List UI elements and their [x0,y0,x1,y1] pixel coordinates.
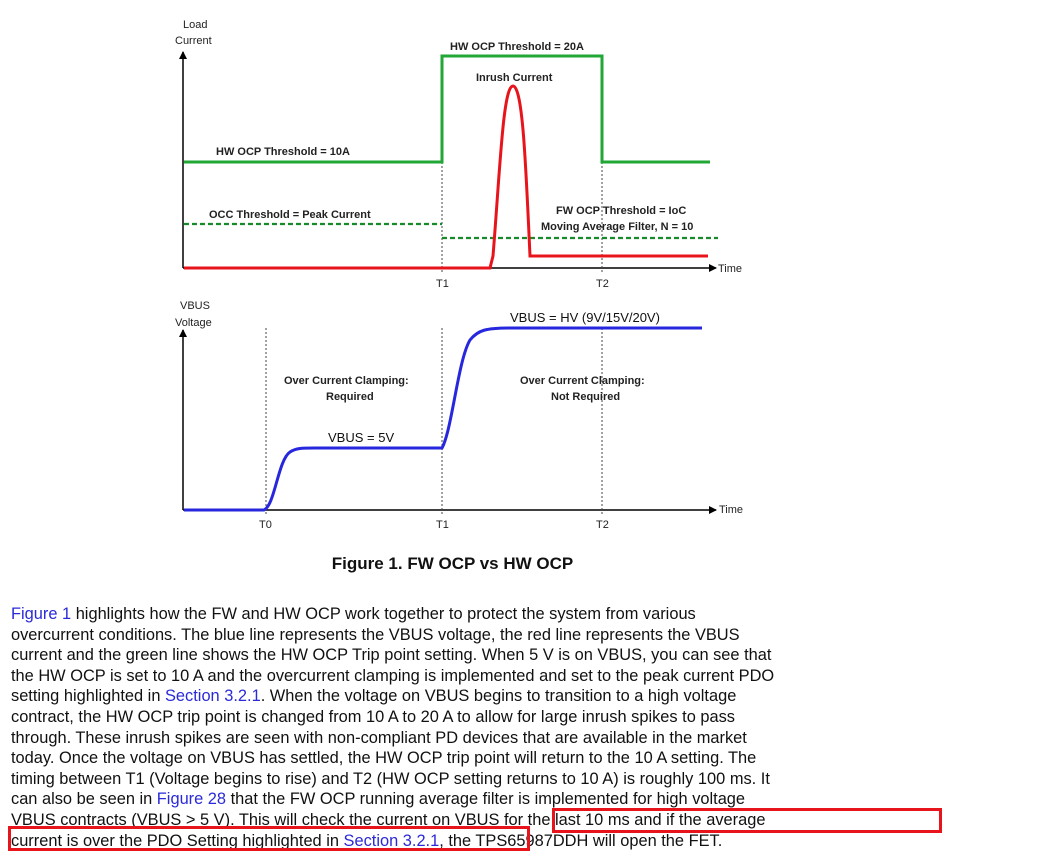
tick-t1: T1 [436,519,449,531]
figure-caption: Figure 1. FW OCP vs HW OCP [331,554,574,573]
y-axis-label-line2: Current [175,35,212,47]
label-vbus-5v: VBUS = 5V [328,430,395,445]
text: current is over the PDO Setting highlighted in [11,831,344,850]
paragraph-line: overcurrent conditions. The blue line represents the VBUS voltage, the red line represents the VBUS [11,625,740,644]
label-fw-2: Moving Average Filter, N = 10 [541,221,694,233]
paragraph-line: VBUS contracts (VBUS > 5 V). This will check the current on VBUS for the last 10 ms and if the average [11,810,766,829]
x-axis-label: Time [719,504,744,516]
paragraph-line [11,604,961,625]
y-axis-label-line2: Voltage [175,317,212,329]
paragraph-line: current and the green line shows the HW OCP Trip point setting. When 5 V is on VBUS, you can see that [11,646,772,665]
label-vbus-hv: VBUS = HV (9V/15V/20V) [510,310,660,325]
figure-28-link[interactable]: Figure 28 [156,790,227,809]
paragraph-line: the HW OCP is set to 10 A and the overcurrent clamping is implemented and set to the peak current PDO [11,666,775,685]
tick-t2: T2 [596,278,609,290]
paragraph-line: contract, the HW OCP trip point is changed from 10 A to 20 A to allow for large inrush spikes to pass [11,707,735,726]
paragraph-line: timing between T1 (Voltage begins to rise) and T2 (HW OCP setting returns to 10 A) is roughly 100 ms. It [11,769,770,788]
y-axis-label-line1: VBUS [180,300,210,312]
label-hw-10a: HW OCP Threshold = 10A [216,146,350,158]
text: setting highlighted in [11,687,165,706]
label-fw-1: FW OCP Threshold = IoC [556,205,687,217]
load-current-chart [175,19,742,290]
y-axis-label-line1: Load [183,19,208,31]
section-3-2-1-link-2[interactable]: Section 3.2.1 [343,831,440,850]
tick-t2: T2 [596,519,609,531]
label-hw-20a: HW OCP Threshold = 20A [450,41,584,53]
tick-t1: T1 [436,278,449,290]
label-inrush: Inrush Current [476,72,553,84]
label-not-required-2: Not Required [551,391,621,403]
tick-t0: T0 [259,519,272,531]
text: can also be seen in [11,790,157,809]
vbus-line [184,328,702,510]
load-current-line [184,86,708,268]
paragraph-line: today. Once the voltage on VBUS has settled, the HW OCP trip point will return to the 10 A setting. The [11,749,757,768]
highlight-box-1 [552,808,942,833]
text: highlights how the FW and HW OCP work together to protect the system from various [71,605,696,623]
x-axis-label: Time [718,263,743,275]
highlight-box-2 [8,826,530,851]
label-occ: OCC Threshold = Peak Current [209,209,371,221]
text: . When the voltage on VBUS begins to transition to a high voltage [260,687,737,706]
paragraph-line: through. These inrush spikes are seen with non-compliant PD devices that are available in the market [11,728,747,747]
label-required-2: Required [326,391,374,403]
text: , the TPS65987DDH will open the FET. [439,831,723,850]
paragraph-line [11,686,961,707]
label-required-1: Over Current Clamping: [284,375,409,387]
text: that the FW OCP running average filter is implemented for high voltage [226,790,746,809]
label-not-required-1: Over Current Clamping: [520,375,645,387]
section-3-2-1-link[interactable]: Section 3.2.1 [165,687,261,706]
paragraph-line [11,789,961,810]
figure-1-link[interactable]: Figure 1 [11,605,72,623]
vbus-voltage-chart [175,300,743,531]
